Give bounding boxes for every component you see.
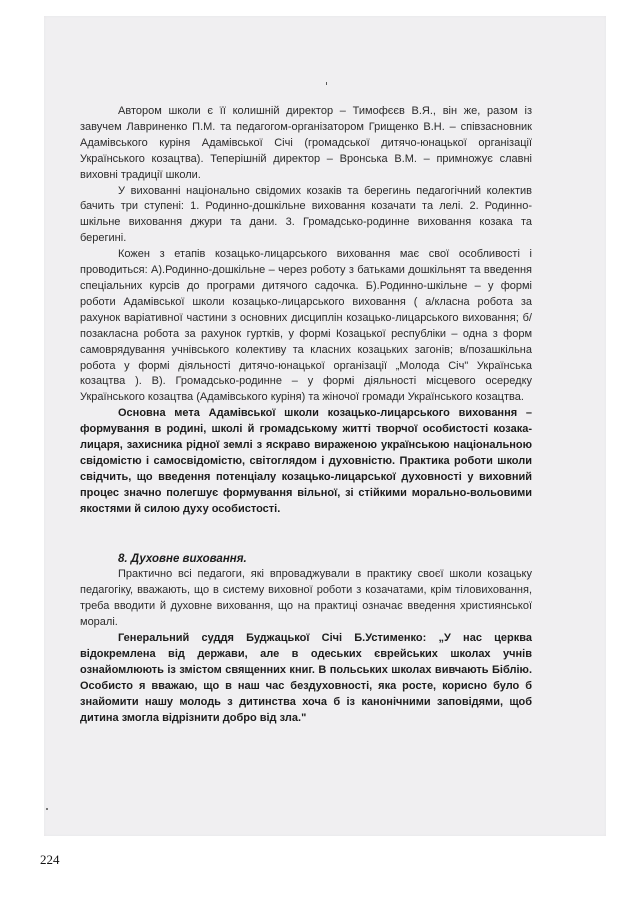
paragraph-quote-ustymenko: Генеральний суддя Буджацької Січі Б.Устименко: „У нас церква відокремлена від держави, але в одеських єврейських школах учнів ознайомлюють із змістом священних книг. В польських школах вивчають Біблію. Особисто я вважаю, що в наш час бездуховності, яка росте, корисно було б знайомити нашу молодь з дитинства хоча б із канонічними заповідями, щоб дитина змогла відрізнити добро від зла."	[80, 632, 532, 724]
paragraph-spiritual-education: Практично всі педагоги, які впроваджували в практику своєї школи козацьку педагогіку, вважають, що в систему виховної роботи з козачатами, крім тіловиховання, треба вводити й духовне виховання, що на практиці означає введення християнської моралі.	[80, 568, 532, 629]
scan-speck	[46, 808, 48, 810]
document-body	[80, 104, 532, 727]
page-number: 224	[40, 852, 60, 867]
paragraph-authors: Автором школи є її колишній директор – Тимофєєв В.Я., він же, разом із завучем Лавриненко П.М. та педагогом-організатором Грищенко В.Н. – співзасновник Адамівського куріня Адамівської Січі (громадської дитячо-юнацької організації Українського козацтва). Теперішній директор – Вронська В.М. – примножує славні виховні традиції школи.	[80, 105, 532, 181]
section-heading: 8. Духовне виховання.	[118, 552, 247, 565]
scan-mark	[326, 82, 327, 85]
paragraph-main-goal: Основна мета Адамівської школи козацько-лицарського виховання – формування в родині, школі й громадському житті творчої особистості козака-лицаря, захисника рідної землі з яскраво вираженою українською національною свідомістю і самосвідомістю, світоглядом і духовністю. Практика роботи школи свідчить, що введення потенціалу козацько-лицарської духовності у виховний процес значно полегшує формування вільної, зі стійкими морально-вольовими якостями й силою духу особистості.	[80, 407, 532, 515]
paragraph-three-stages: У вихованні національно свідомих козаків та берегинь педагогічний колектив бачить три ступені: 1. Родинно-дошкільне виховання козачати та лелі. 2. Родинно-шкільне виховання джури та дани. 3. Громадсько-родинне виховання козака та берегині.	[80, 184, 532, 245]
paragraph-stages-details: Кожен з етапів козацько-лицарського виховання має свої особливості і проводиться: А).Родинно-дошкільне – через роботу з батьками дошкільнят та введення спеціальних курсів до програми дитячого садочка. Б).Родинно-шкільне – у формі роботи Адамівської школи козацько-лицарського виховання ( а/класна робота за рахунок варіативної частини з основних дисциплін козацько-лицарського виховання; б/позакласна робота за рахунок гуртків, у формі Козацької республіки – одна з форм самоврядування учнівського колективу та класних козацьких загонів; в/позашкільна робота у формі діяльності дитячо-юнацької організації „Молода Січ" Українська козацтва ). В). Громадсько-родинне – у формі діяльності місцевого осередку Українського козацтва (Адамівського куріня) та жіночої громади Українського козацтва.	[80, 248, 532, 404]
